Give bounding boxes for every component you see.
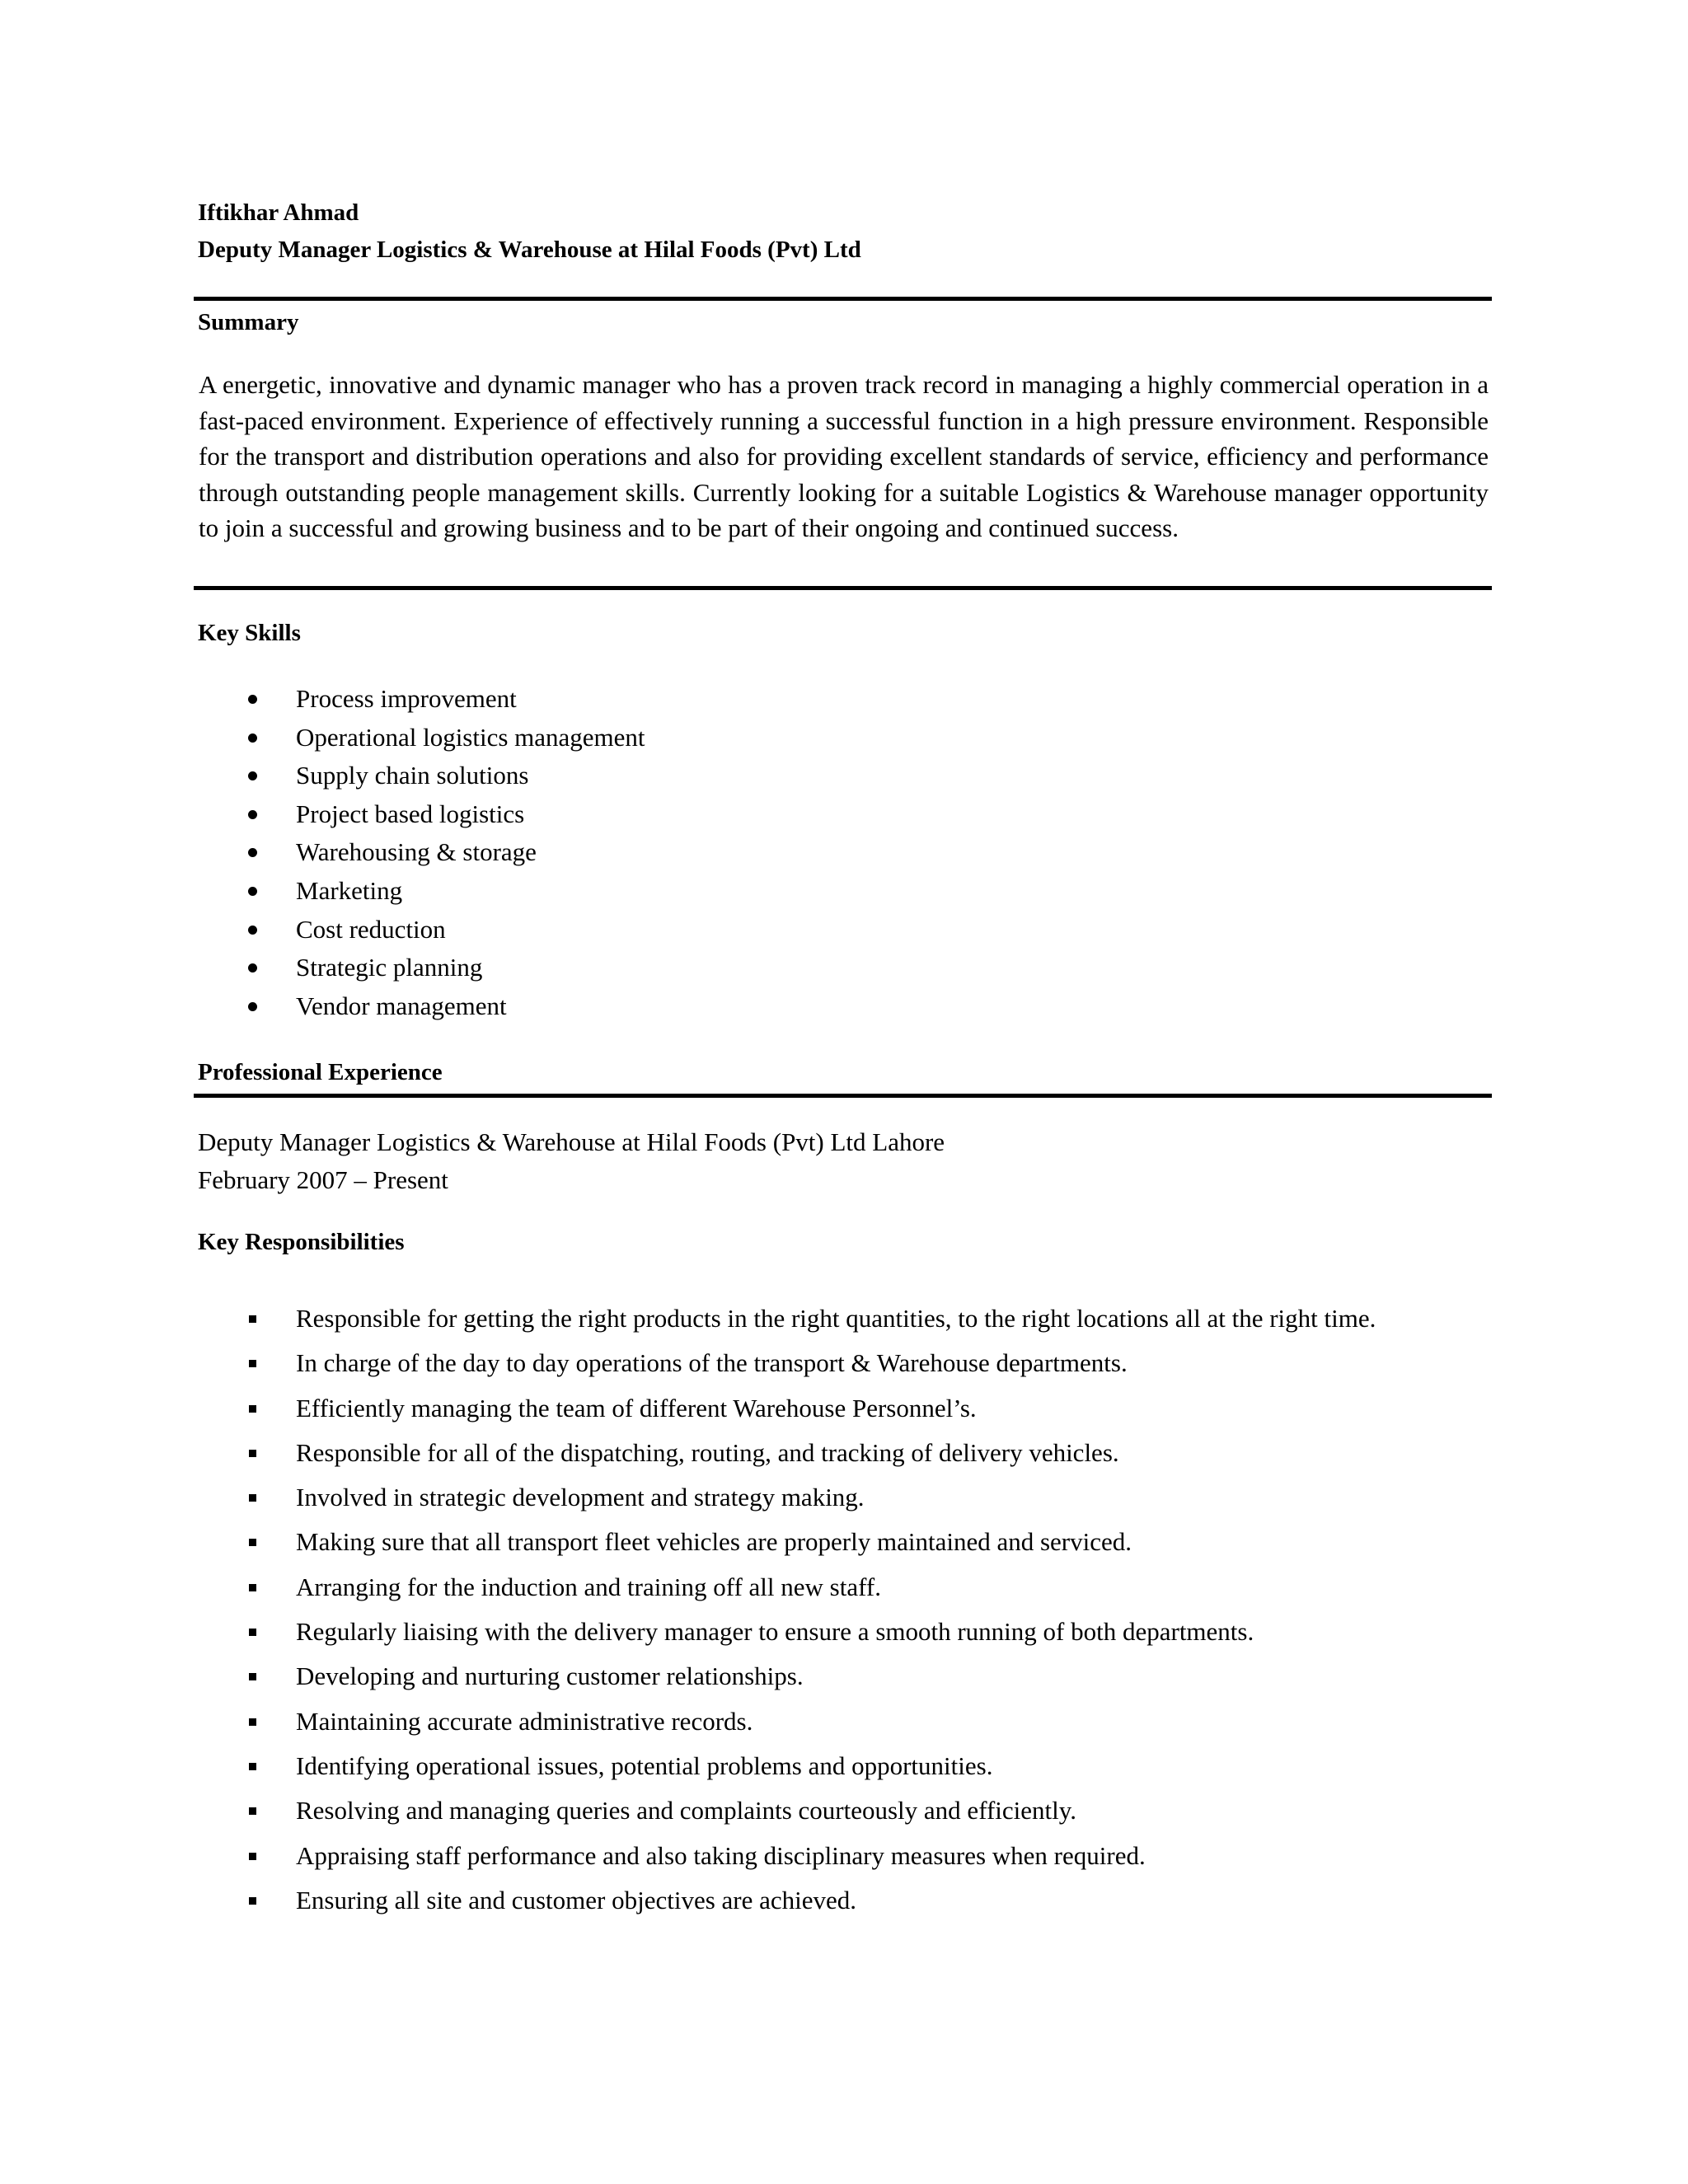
candidate-headline: Deputy Manager Logistics & Warehouse at Hilal Foods (Pvt) Ltd <box>198 237 861 263</box>
bullet-dot-icon <box>248 1002 257 1011</box>
experience-period: February 2007 – Present <box>198 1165 448 1194</box>
divider-top <box>194 297 1492 301</box>
bullet-square-icon <box>249 1673 256 1680</box>
key-skills-heading: Key Skills <box>198 620 301 646</box>
bullet-dot-icon <box>248 733 257 743</box>
bullet-square-icon <box>249 1539 256 1546</box>
bullet-square-icon <box>249 1584 256 1591</box>
bullet-square-icon <box>249 1315 256 1323</box>
candidate-name: Iftikhar Ahmad <box>198 199 359 226</box>
bullet-dot-icon <box>248 771 257 780</box>
resume-page: Iftikhar Ahmad Deputy Manager Logistics & Warehouse at Hilal Foods (Pvt) Ltd Summary A energetic, innovative and dynamic manager who has a proven track record in managing a highly commercial operation in a fast-paced environment. Experience of effectively running a successful function in a high pressure environment. Responsible for the transport and distribution operations and also for providing excellent standards of service, efficiency and performance through outstanding people management skills. Currently looking for a suitable Logistics & Warehouse manager opportunity to join a successful and growing business and to be part of their ongoing and continued success. Key Skills Process improvement Operational logistics management Supply chain solutions Project based logistics Warehousing & storage Marketing Cost reduction Strategic planning Vendor management Professional Experience Deputy Manager Logistics & Warehouse at Hilal Foods (Pvt) Ltd Lahore February 2007 – Present Key Responsibilities Responsible for getting the right products in the right quantities, to the right locations all at the right time. In charge of the day to day operations of the transport & Warehouse departments. Efficiently managing the team of different Warehouse Personnel’s. Responsible for all of the dispatching, routing, and tracking of delivery vehicles. Involved in strategic development and strategy making. Making sure that all transport fleet vehicles are properly maintained and serviced. Arranging for the induction and training off all new staff. Regularly liaising with the delivery manager to ensure a smooth running of both departments. Developing and nurturing customer relationships. Maintaining accurate administrative records. Identifying operational issues, potential problems and opportunities. Resolving and managing queries and complaints courteously and efficiently. Appraising staff performance and also taking disciplinary measures when required. Ensuring all site and customer objectives are achieved. <box>0 0 1688 2184</box>
bullet-square-icon <box>249 1807 256 1815</box>
bullet-square-icon <box>249 1405 256 1413</box>
bullet-square-icon <box>249 1897 256 1905</box>
responsibilities-heading: Key Responsibilities <box>198 1229 405 1255</box>
bullet-square-icon <box>249 1629 256 1636</box>
bullet-square-icon <box>249 1450 256 1457</box>
bullet-square-icon <box>249 1763 256 1770</box>
bullet-square-icon <box>249 1853 256 1860</box>
bullet-dot-icon <box>248 926 257 935</box>
bullet-dot-icon <box>248 848 257 857</box>
experience-position: Deputy Manager Logistics & Warehouse at Hilal Foods (Pvt) Ltd Lahore <box>198 1127 945 1156</box>
divider-summary <box>194 586 1492 590</box>
experience-heading: Professional Experience <box>198 1059 443 1085</box>
bullet-square-icon <box>249 1360 256 1367</box>
bullet-dot-icon <box>248 810 257 819</box>
bullet-square-icon <box>249 1718 256 1726</box>
bullet-dot-icon <box>248 963 257 972</box>
summary-heading: Summary <box>198 309 299 335</box>
summary-text: A energetic, innovative and dynamic manager who has a proven track record in managing a highly commercial operation in a fast-paced environment. Experience of effectively running a successful function in a high pressure environment. Responsible for the transport and distribution operations and also for providing excellent standards of service, efficiency and performance through outstanding people management skills. Currently looking for a suitable Logistics & Warehouse manager opportunity to join a successful and growing business and to be part of their ongoing and continued success. <box>199 370 1489 542</box>
bullet-square-icon <box>249 1494 256 1502</box>
divider-experience <box>194 1094 1492 1098</box>
bullet-dot-icon <box>248 695 257 704</box>
bullet-dot-icon <box>248 887 257 896</box>
